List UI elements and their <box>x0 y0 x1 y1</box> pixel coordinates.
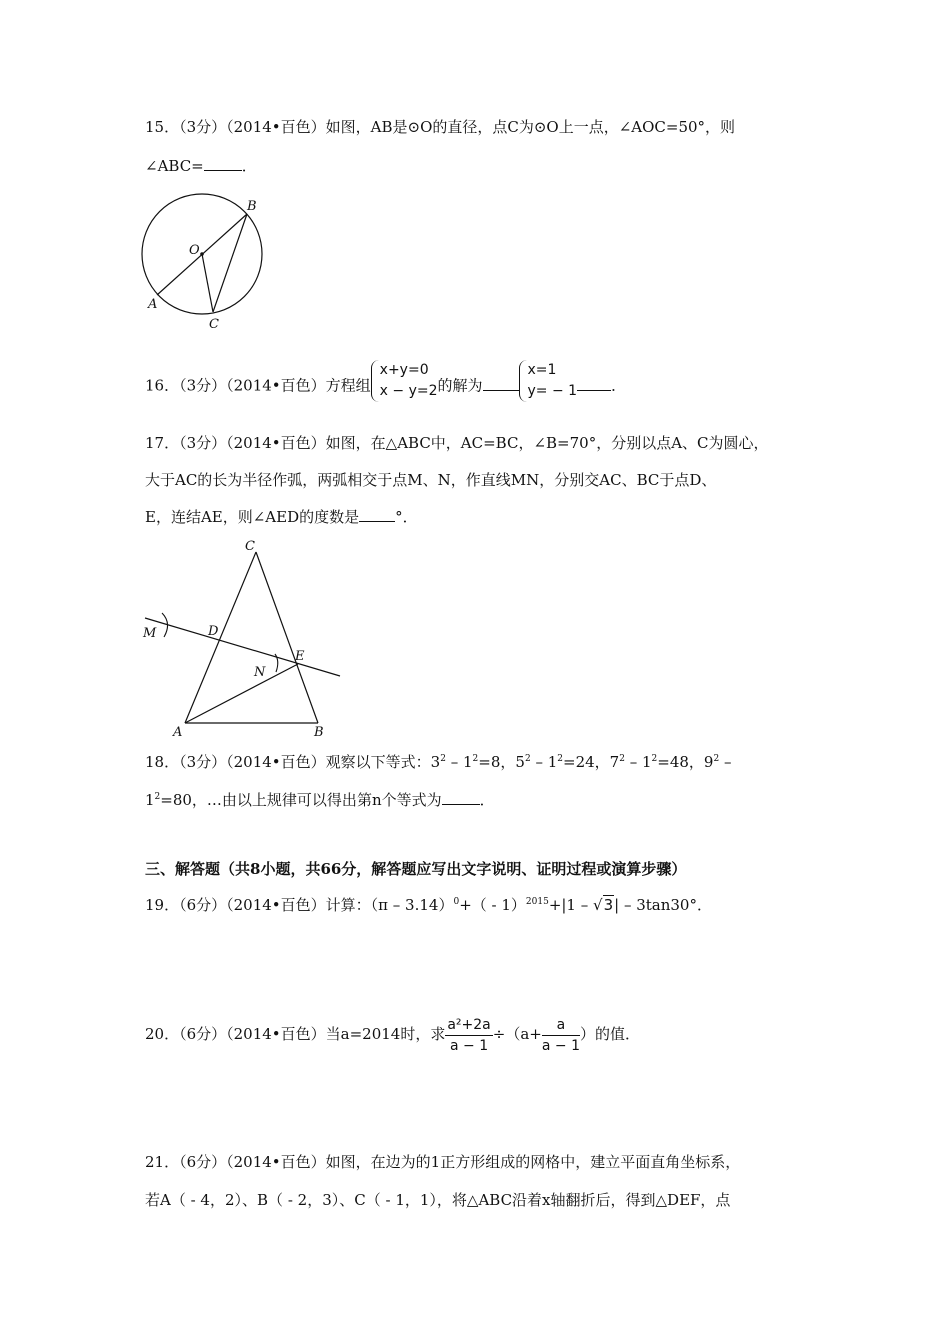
q15-radius-oc <box>202 254 213 312</box>
q15-circle-figure <box>138 192 273 334</box>
q18-answer-blank[interactable] <box>442 790 480 805</box>
q20-f1-numerator: a²+2a <box>445 1015 492 1036</box>
q18-exp: 2 <box>619 754 625 764</box>
q18-t4a: 9 <box>703 753 714 771</box>
q17-label-a: A <box>173 725 183 740</box>
q17-segment-ae <box>185 664 298 723</box>
q18-line1 <box>145 752 731 775</box>
q18-line2 <box>145 790 495 813</box>
q18-t3c: =48， <box>657 753 704 771</box>
q17-label-d: D <box>208 624 219 639</box>
q17-line3-post: °． <box>395 508 418 526</box>
q20-line <box>145 1012 640 1056</box>
q17-label-m: M <box>143 626 157 641</box>
q20-f2-denominator: a − 1 <box>541 1037 580 1054</box>
q17-line-mn <box>145 618 340 676</box>
q18-t4b: – <box>719 753 732 771</box>
q18-l2a: 1 <box>145 791 155 809</box>
q18-exp: 2 <box>472 754 479 764</box>
q16-blank-left[interactable] <box>483 376 519 391</box>
q18-exp: 2 <box>713 754 720 764</box>
q16-eq1: x+y=0 <box>379 362 429 378</box>
q15-center-dot <box>200 252 204 256</box>
q18-t1c: =8， <box>478 753 516 771</box>
q18-exp: 2 <box>154 792 161 802</box>
q19-exp2015: 2015 <box>525 897 549 907</box>
q18-t2b: – 1 <box>530 753 558 771</box>
q20-div: ÷（a+ <box>492 1025 542 1043</box>
q17-label-b: B <box>314 725 324 740</box>
q19-mid: +（ - 1） <box>459 896 526 914</box>
q17-triangle-figure <box>140 536 345 741</box>
q16-line <box>145 360 626 413</box>
q15-label-b: B <box>247 199 257 214</box>
q20-fraction-1 <box>445 1015 492 1056</box>
q15-answer-blank[interactable] <box>204 156 242 171</box>
q17-line1: 17．（3分）（2014•百色）如图，在△ABC中，AC=BC，∠B=70°，分别以点A、C为圆心， <box>145 434 769 452</box>
q19-sqrt: √3 <box>593 896 614 914</box>
q16-post: ． <box>611 376 627 395</box>
q18-t1a: 3 <box>430 753 441 771</box>
q15-line1: 15．（3分）（2014•百色）如图，AB是⊙O的直径，点C为⊙O上一点，∠AOC=50°，则 <box>145 118 736 136</box>
q16-eq2: x − y=2 <box>379 383 438 399</box>
q15-line2-pre: ∠ABC= <box>145 157 204 175</box>
q15-line2 <box>145 156 257 176</box>
q18-l2post: ． <box>479 791 495 809</box>
q18-l2b: =80，…由以上规律可以得出第n个等式为 <box>160 791 442 809</box>
q18-t2c: =24， <box>563 753 610 771</box>
q21-line2: 若A（ - 4，2）、B（ - 2，3）、C（ - 1，1），将△ABC沿着x轴翻折后，得到△DEF，点 <box>145 1191 731 1209</box>
q19-pre: 19．（6分）（2014•百色）计算：（π – 3.14） <box>145 896 454 914</box>
q16-sol1: x=1 <box>527 362 557 378</box>
q20-f1-denominator: a − 1 <box>449 1037 489 1054</box>
q16-sol2: y= − 1 <box>527 383 578 399</box>
q20-pre: 20．（6分）（2014•百色）当a=2014时，求 <box>145 1025 446 1043</box>
q17-line3-pre: E，连结AE，则∠AED的度数是 <box>145 508 360 526</box>
q17-side-bc <box>256 552 318 723</box>
q16-mid: 的解为 <box>437 376 483 395</box>
q18-pre: 18．（3分）（2014•百色）观察以下等式： <box>145 753 431 771</box>
q17-answer-blank[interactable] <box>359 507 395 522</box>
q20-fraction-2 <box>542 1015 580 1056</box>
q19-exp0: 0 <box>453 897 460 907</box>
q18-exp: 2 <box>440 754 446 764</box>
q18-exp: 2 <box>557 754 563 764</box>
q15-label-c: C <box>209 317 219 332</box>
q18-exp: 2 <box>651 754 658 764</box>
q18-t1b: – 1 <box>445 753 473 771</box>
q17-line3 <box>145 507 418 527</box>
q15-label-a: A <box>148 297 158 312</box>
q16-pre: 16．（3分）（2014•百色）方程组 <box>145 376 371 395</box>
q19-abs-pre: +|1 – <box>548 896 594 914</box>
q15-label-o: O <box>189 243 200 258</box>
q18-exp: 2 <box>524 754 531 764</box>
q17-line2: 大于AC的长为半径作弧，两弧相交于点M、N，作直线MN，分别交AC、BC于点D、 <box>145 471 717 489</box>
q18-t3b: – 1 <box>624 753 652 771</box>
q16-solution <box>519 360 578 413</box>
q18-t2a: 5 <box>515 753 525 771</box>
section-3-heading: 三、解答题（共8小题，共66分，解答题应写出文字说明、证明过程或演算步骤） <box>145 860 687 878</box>
q18-t3a: 7 <box>609 753 620 771</box>
q17-label-n: N <box>254 665 266 680</box>
q20-f2-numerator: a <box>542 1015 580 1036</box>
q16-system <box>371 360 438 413</box>
q21-line1: 21．（6分）（2014•百色）如图，在边为的1正方形组成的网格中，建立平面直角坐标系， <box>145 1153 741 1171</box>
q20-post: ）的值． <box>579 1025 640 1043</box>
q16-blank-right[interactable] <box>577 376 611 391</box>
q17-side-ac <box>185 552 256 723</box>
q19-radicand: 3 <box>603 896 614 914</box>
q19-post: | – 3tan30°． <box>614 896 712 914</box>
q19-line <box>145 895 712 918</box>
q17-label-c: C <box>245 539 255 554</box>
q17-label-e: E <box>295 649 305 664</box>
q15-line2-post: ． <box>241 157 257 175</box>
